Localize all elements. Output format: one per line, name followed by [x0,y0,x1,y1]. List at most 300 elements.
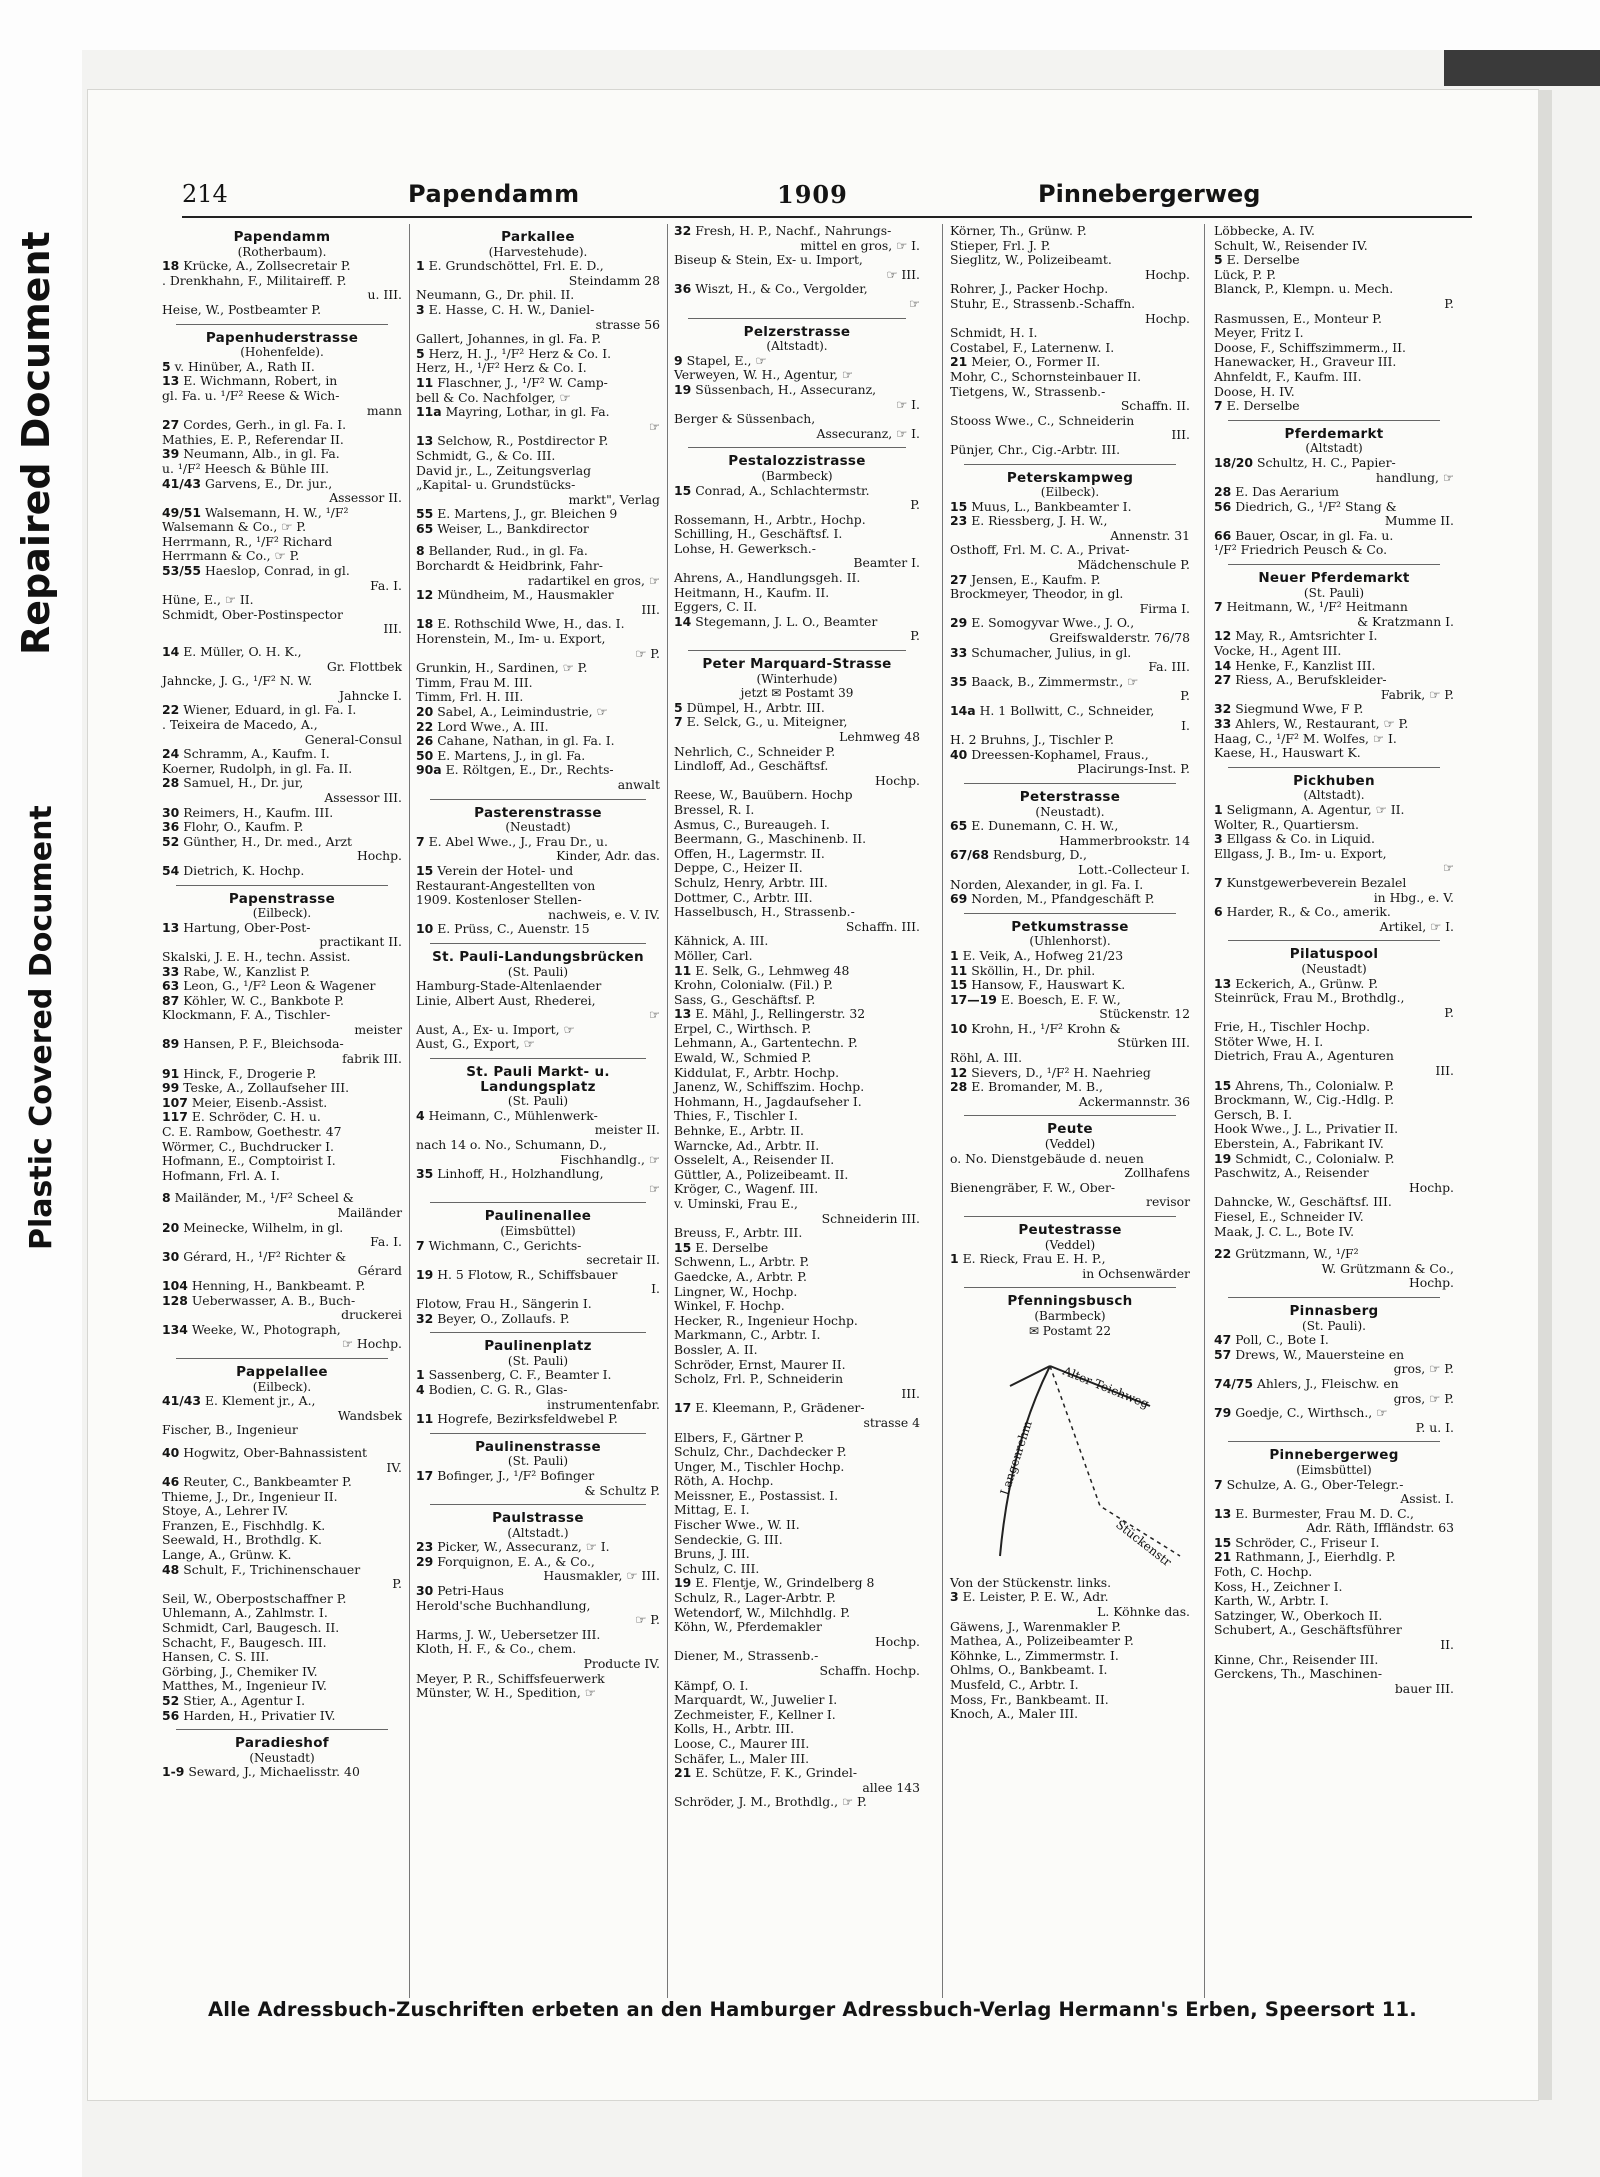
resident-entry [1214,385,1454,400]
resident-entry [162,1665,402,1680]
entry-text: Flotow, Frau H., Sängerin I. [416,1295,592,1311]
entry-continuation: III. [901,1385,920,1401]
entry-text: Münster, W. H., Spedition, ☞ [416,1685,596,1701]
house-number: 15 [674,1239,692,1255]
house-number: 47 [1214,1332,1232,1348]
resident-entry [950,1152,1190,1167]
entry-text: Thieme, J., Dr., Ingenieur II. [162,1488,338,1504]
resident-entry [674,1693,920,1708]
resident-entry [162,1709,402,1724]
resident-entry [1214,659,1454,674]
entry-text: Fischer Wwe., W. II. [674,1517,800,1533]
section-divider [1228,1441,1440,1442]
page-number: 214 [182,180,228,208]
house-number: 53/55 [162,563,202,579]
entry-text: Löbbecke, A. IV. [1214,223,1315,238]
resident-entry [1214,1333,1454,1348]
street-name: Paulstrasse [492,1510,584,1527]
entry-text: Schröder, J. M., Brothdlg., ☞ P. [674,1794,867,1810]
house-number: 13 [416,433,434,449]
house-number: 7 [1214,1476,1223,1492]
entry-text: Lehmann, A., Gartentechn. P. [674,1035,858,1051]
district-name: (Neustadt). [1035,804,1105,819]
resident-entry [950,646,1190,661]
entry-text: Rabe, W., Kanzlist P. [183,963,310,979]
entry-continuation: Artikel, ☞ I. [1379,918,1454,934]
resident-entry [162,1636,402,1651]
entry-text: Mayring, Lothar, in gl. Fa. [445,404,610,420]
resident-entry [1214,1609,1454,1624]
entry-text: Aust, A., Ex- u. Import, ☞ [416,1021,575,1037]
resident-entry [1214,1247,1454,1262]
resident-entry [950,1678,1190,1693]
entry-text: . Teixeira de Macedo, A., [162,717,318,732]
resident-entry [950,1252,1190,1267]
house-number: 30 [162,1248,180,1264]
resident-entry [674,1182,920,1197]
entry-continuation: u. III. [367,287,402,303]
entry-text: Verweyen, W. H., Agentur, ☞ [674,367,853,383]
entry-text: Mündheim, M., Hausmakler [437,587,614,603]
resident-entry [950,514,1190,529]
street-heading [950,1294,1190,1323]
street-heading [416,1339,660,1368]
entry-continuation: revisor [1146,1194,1190,1210]
entry-text: Blanck, P., Klempn. u. Mech. [1214,281,1394,297]
resident-entry [416,347,660,362]
house-number: 30 [416,1583,434,1599]
entry-text: E. Wichmann, Robert, in [183,373,338,389]
entry-text: Herrmann & Co., ☞ P. [162,548,300,564]
resident-entry [416,1167,660,1182]
resident-entry [162,747,402,762]
district-name: (Eimsbüttel) [500,1224,576,1238]
entry-text: Kaese, H., Hauswart K. [1214,745,1361,761]
entry-text: Cordes, Gerh., in gl. Fa. I. [183,417,347,433]
resident-entry [162,549,402,564]
entry-text: Wiszt, H., & Co., Vergolder, [695,281,868,297]
entry-text: Dietrich, K. Hochp. [183,862,305,878]
entry-text: v. Uminski, Frau E., [674,1196,798,1211]
entry-text: Meyer, Fritz I. [1214,325,1304,341]
resident-entry [950,414,1190,429]
entry-text: Osselelt, A., Reisender II. [674,1152,835,1168]
house-number: 57 [1214,1346,1232,1362]
entry-text: Verein der Hotel- und [437,862,574,878]
house-number: 56 [1214,498,1232,514]
entry-text: Fiesel, E., Schneider IV. [1214,1209,1364,1224]
entry-text: E. Bromander, M. B., [971,1079,1103,1095]
resident-entry [950,616,1190,631]
resident-entry [1214,312,1454,327]
resident-entry [1214,1377,1454,1392]
entry-text: Meyer, P. R., Schiffsfeuerwerk [416,1670,605,1686]
street-name: Paradieshof [235,1735,329,1752]
resident-entry [162,1621,402,1636]
district-name: (Eimsbüttel) [1296,1462,1372,1477]
entry-text: Hanewacker, H., Graveur III. [1214,354,1397,370]
house-number: 49/51 [162,504,202,520]
entry-text: Kröger, C., Wagenf. III. [674,1181,819,1197]
resident-entry [162,762,402,777]
entry-continuation: Hammerbrookstr. 14 [1059,832,1190,848]
entry-text: Wörmer, C., Buchdrucker I. [162,1138,334,1154]
section-divider [964,1115,1176,1116]
entry-text: Satzinger, W., Oberkoch II. [1214,1607,1383,1623]
resident-entry [674,383,920,398]
entry-text: Horenstein, M., Im- u. Export, [416,631,606,647]
resident-entry [162,1423,402,1438]
resident-entry [416,522,660,537]
entry-text: Lingner, W., Hochp. [674,1283,798,1299]
resident-entry [416,922,660,937]
entry-continuation: ☞ [648,1007,660,1023]
resident-entry [674,1708,920,1723]
resident-entry [416,1599,660,1614]
district-name: (Neustadt) [249,1750,315,1765]
section-divider [430,1504,646,1505]
resident-entry [1214,1348,1454,1363]
entry-continuation: strasse 4 [863,1414,920,1430]
resident-entry [674,1255,920,1270]
house-number: 17 [674,1400,692,1416]
entry-continuation: Assessor II. [329,490,402,506]
resident-entry [950,748,1190,763]
district-name: (St. Pauli). [1302,1318,1366,1333]
district-name: (Harvestehude). [488,244,588,259]
street-heading [1214,774,1454,803]
street-name: St. Pauli Markt- u. Landungsplatz [466,1064,610,1095]
entry-text: Röhl, A. III. [950,1050,1023,1066]
resident-entry [162,535,402,550]
resident-entry [416,259,660,274]
entry-text: Jensen, E., Kaufm. P. [971,571,1101,587]
entry-continuation: Producte IV. [583,1656,660,1672]
district-name: (Altstadt.) [507,1525,569,1540]
entry-text: Drews, W., Mauersteine en [1235,1346,1405,1362]
entry-text: Sievers, D., ¹/F² H. Naehrieg [971,1064,1151,1080]
column-2 [416,224,660,1994]
entry-text: Hüne, E., ☞ II. [162,592,254,608]
entry-text: E. Rieck, Frau E. H. P., [962,1251,1106,1267]
entry-continuation: Hochp. [1144,310,1190,326]
entry-text: Seil, W., Oberpostschaffner P. [162,1590,347,1606]
resident-entry [1214,1406,1454,1421]
resident-entry [950,543,1190,558]
entry-text: Heitmann, H., Kaufm. II. [674,584,830,600]
district-name: (Eilbeck). [252,1379,312,1394]
entry-text: E. Röltgen, E., Dr., Rechts- [445,762,614,778]
entry-text: Maak, J. C. L., Bote IV. [1214,1223,1355,1239]
house-number: 7 [674,714,683,730]
resident-entry [416,1686,660,1701]
entry-text: Lück, P. P. [1214,266,1276,282]
entry-text: Henning, H., Bankbeamt. P. [191,1277,366,1293]
house-number: 5 [162,358,171,374]
resident-entry [162,1037,402,1052]
resident-entry [416,1555,660,1570]
map-label-stueckenstr: Stückenstr. [1113,1517,1176,1567]
resident-entry [162,950,402,965]
entry-continuation: gros, ☞ P. [1393,1390,1454,1406]
resident-entry [950,1707,1190,1722]
entry-text: bell & Co. Nachfolger, ☞ [416,389,571,405]
entry-text: Reese, W., Bauübern. Hochp [674,787,853,803]
entry-text: Wichmann, C., Gerichts- [428,1237,582,1253]
entry-text: Sköllin, H., Dr. phil. [971,962,1096,978]
entry-text: Eckerich, A., Grünw. P. [1235,975,1379,991]
entry-continuation: Gr. Flottbek [326,658,402,674]
entry-text: Gäwens, J., Warenmakler P. [950,1618,1122,1634]
entry-text: Scholz, Frl. P., Schneiderin [674,1371,844,1387]
entry-text: Grunkin, H., Sardinen, ☞ P. [416,660,588,676]
resident-entry [950,297,1190,312]
resident-entry [416,1138,660,1153]
resident-entry [950,239,1190,254]
street-heading [1214,1304,1454,1333]
house-number: 40 [162,1444,180,1460]
entry-continuation: Lott.-Collecteur I. [1078,861,1190,877]
resident-entry [162,462,402,477]
entry-text: Nehrlich, C., Schneider P. [674,743,836,759]
entry-continuation: Steindamm 28 [568,272,660,288]
resident-entry [1214,1137,1454,1152]
resident-entry [1214,1166,1454,1181]
resident-entry [674,368,920,383]
resident-entry [162,1606,402,1621]
resident-entry [1214,1653,1454,1668]
entry-continuation: W. Grützmann & Co., [1321,1260,1454,1276]
district-name: (Veddel) [1044,1137,1096,1152]
entry-text: Timm, Frl. H. III. [416,689,524,705]
entry-text: Schilling, H., Geschäftsf. I. [674,526,843,542]
resident-entry [1214,1195,1454,1210]
entry-continuation: mittel en gros, ☞ I. [800,237,920,253]
entry-text: Osthoff, Frl. M. C. A., Privat- [950,542,1130,558]
entry-text: Rathmann, J., Eierhdlg. P. [1235,1549,1396,1565]
street-heading [950,790,1190,819]
entry-continuation: druckerei [341,1307,402,1323]
entry-text: E. Klement jr., A., [204,1393,316,1409]
resident-entry [950,993,1190,1008]
house-number: 13 [162,373,180,389]
resident-entry [162,1154,402,1169]
entry-text: Diener, M., Strassenb.- [674,1648,819,1664]
entry-text: May, R., Amtsrichter I. [1235,628,1378,644]
entry-continuation: ☞ P. [635,1612,660,1628]
resident-entry [674,1314,920,1329]
entry-text: Lange, A., Grünw. K. [162,1547,292,1563]
house-number: 41/43 [162,1393,202,1409]
resident-entry [674,600,920,615]
street-name: Papenstrasse [228,890,336,907]
entry-text: Sieglitz, W., Polizeibeamt. [950,252,1112,268]
house-number: 22 [1214,1246,1232,1262]
house-number: 46 [162,1474,180,1490]
entry-text: Möller, Carl. [674,947,753,963]
resident-entry [674,1358,920,1373]
entry-text: Sabel, A., Leimindustrie, ☞ [437,704,608,719]
entry-continuation: practikant II. [319,934,402,950]
house-number: 15 [950,498,968,514]
resident-entry [1214,253,1454,268]
house-number: 4 [416,1107,425,1123]
map-label-langenrehm: Langenrehm [997,1419,1035,1498]
entry-text: Bellander, Rud., in gl. Fa. [428,543,588,559]
resident-entry [416,1469,660,1484]
resident-entry [416,1642,660,1657]
resident-entry [1214,1152,1454,1167]
house-number: 5 [416,345,425,361]
house-number: 28 [162,775,180,791]
resident-entry [162,1140,402,1155]
entry-text: E. Derselbe [1226,398,1300,414]
house-number: 27 [162,417,180,433]
street-name: Paulinenplatz [484,1338,592,1355]
house-number: 7 [1214,398,1223,414]
house-number: 87 [162,992,180,1008]
street-name: Papenhuderstrasse [205,329,359,346]
house-number: 15 [1214,1077,1232,1093]
house-number: 48 [162,1561,180,1577]
entry-text: Günther, H., Dr. med., Arzt [183,833,352,849]
resident-entry [416,979,660,994]
entry-text: Mathea, A., Polizeibeamter P. [950,1633,1134,1649]
entry-text: Schubert, A., Geschäftsführer [1214,1622,1402,1638]
district-name: (St. Pauli) [507,1454,569,1469]
resident-entry [674,1197,920,1212]
house-number: 14 [162,644,180,660]
resident-entry [674,1489,920,1504]
entry-text: Walsemann, H. W., ¹/F² [204,504,349,520]
resident-entry [162,259,402,274]
section-divider [688,447,906,448]
house-number: 7 [1214,599,1223,615]
resident-entry [1214,905,1454,920]
entry-text: Kolls, H., Arbtr. III. [674,1721,795,1737]
resident-entry [674,1401,920,1416]
resident-entry [674,803,920,818]
resident-entry [416,1540,660,1555]
resident-entry [950,1181,1190,1196]
house-number: 20 [162,1219,180,1235]
resident-entry [1214,268,1454,283]
resident-entry [674,1576,920,1591]
street-heading [162,331,402,360]
entry-text: Herold'sche Buchhandlung, [416,1597,591,1613]
resident-entry [162,776,402,791]
section-divider [176,1358,388,1359]
house-number: 32 [674,223,692,238]
resident-entry [950,500,1190,515]
entry-text: Schumacher, Julius, in gl. [971,644,1132,660]
resident-entry [162,1279,402,1294]
entry-text: Krohn, H., ¹/F² Krohn & [971,1020,1121,1036]
house-number: 1 [1214,801,1223,817]
resident-entry [674,1036,920,1051]
resident-entry [1214,732,1454,747]
entry-continuation: meister II. [594,1122,660,1138]
resident-entry [162,1125,402,1140]
entry-text: Dottmer, C., Arbtr. III. [674,889,813,905]
entry-continuation: Lehmweg 48 [839,729,920,744]
house-number: 7 [1214,874,1223,890]
entry-text: Stegemann, J. L. O., Beamter [695,613,878,629]
resident-entry [416,391,660,406]
house-number: 39 [162,446,180,462]
entry-continuation: P. u. I. [1415,1419,1454,1435]
sidebar-labels [0,0,75,2177]
house-number: 1 [950,947,959,963]
entry-continuation: Schaffn. III. [845,918,920,934]
entry-text: Costabel, F., Laternenw. I. [950,339,1115,355]
resident-entry [416,376,660,391]
entry-text: Foth, C. Hochp. [1214,1564,1313,1580]
street-name: Peterskampweg [1006,469,1134,486]
entry-text: Neumann, G., Dr. phil. II. [416,287,575,303]
resident-entry [674,1051,920,1066]
entry-text: Schmidt, C., Colonialw. P. [1235,1150,1395,1166]
entry-continuation: III. [383,621,402,637]
resident-entry [674,1270,920,1285]
section-divider [688,650,906,651]
resident-entry [416,559,660,574]
resident-entry [1214,644,1454,659]
resident-entry [1214,500,1454,515]
house-number: 8 [416,543,425,559]
entry-text: Schult, W., Reisender IV. [1214,237,1368,253]
street-name: Peterstrasse [1019,788,1121,805]
entry-text: Haeslop, Conrad, in gl. [204,563,350,579]
entry-text: Schmidt, G., & Co. III. [416,447,556,463]
entry-text: Hansen, C. S. III. [162,1649,270,1665]
entry-text: H. 1 Bollwitt, C., Schneider, [979,703,1155,718]
entry-continuation: markt", Verlag [568,491,660,507]
entry-text: Flohr, O., Kaufm. P. [183,819,304,835]
entry-text: ¹/F² Friedrich Peusch & Co. [1214,542,1388,558]
resident-entry [674,1431,920,1446]
street-name: Parkallee [501,229,575,245]
street-heading [1214,947,1454,976]
resident-entry [674,527,920,542]
resident-entry [674,1795,920,1810]
district-name: (Altstadt). [766,339,828,354]
entry-continuation: Wandsbek [337,1407,402,1423]
house-number: 36 [162,819,180,835]
street-heading [1214,427,1454,456]
resident-entry [162,418,402,433]
entry-text: E. Derselbe [1226,252,1300,268]
entry-text: Gersch, B. I. [1214,1106,1293,1122]
resident-entry [950,1620,1190,1635]
house-number: 107 [162,1094,188,1110]
entry-text: Meinecke, Wilhelm, in gl. [183,1219,344,1235]
resident-entry [416,994,660,1009]
resident-entry [416,332,660,347]
resident-entry [162,360,402,375]
entry-continuation: instrumentenfabr. [547,1396,660,1412]
resident-entry [416,835,660,850]
entry-text: gl. Fa. u. ¹/F² Reese & Wich- [162,387,340,403]
house-number: 23 [416,1539,434,1555]
publisher-footer: Alle Adressbuch-Zuschriften erbeten an den Hamburger Adressbuch-Verlag Hermann's Erben, Speersort 11. [208,1998,1417,2021]
resident-entry [1214,399,1454,414]
resident-entry [162,608,402,623]
resident-entry [674,818,920,833]
resident-entry [162,1250,402,1265]
house-number: 14 [1214,657,1232,673]
house-number: 35 [416,1166,434,1182]
